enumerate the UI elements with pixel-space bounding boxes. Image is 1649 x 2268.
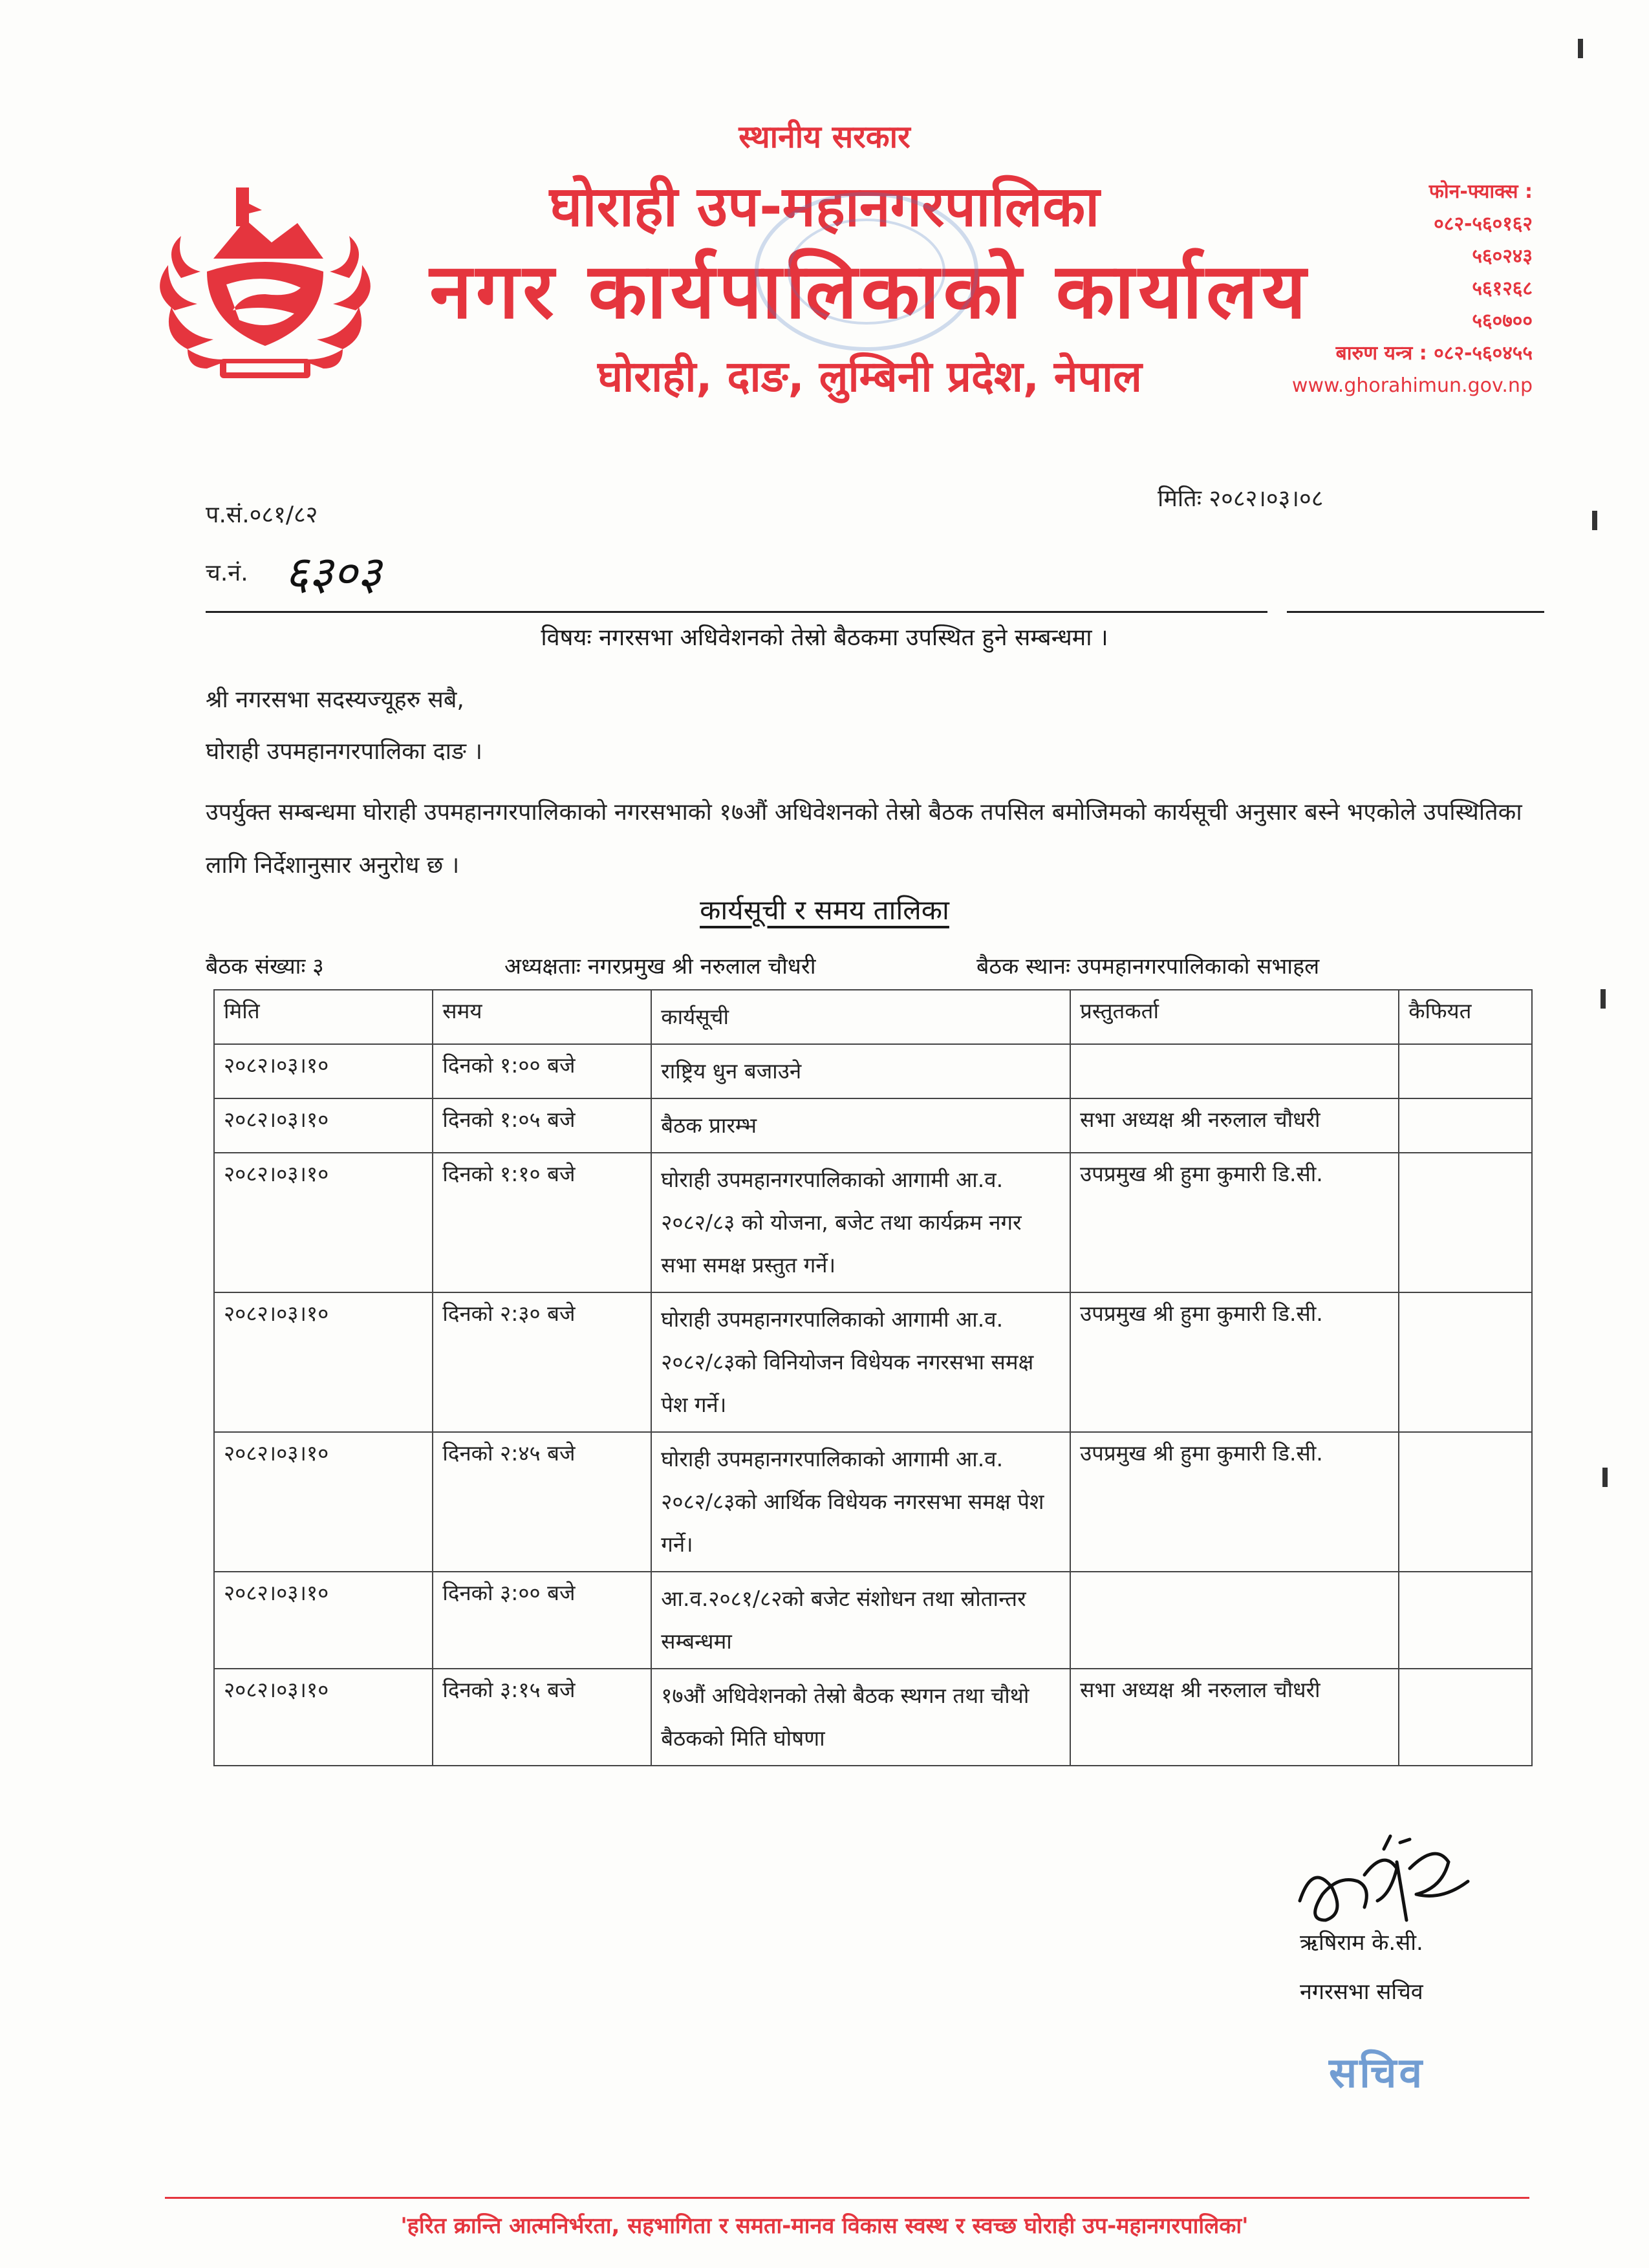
addressee-line-1: श्री नगरसभा सदस्यज्यूहरु सबै,	[206, 687, 464, 713]
cell-time: दिनको १:०० बजे	[433, 1044, 651, 1098]
table-row	[214, 1572, 1532, 1669]
column-header-remarks: कैफियत	[1399, 990, 1532, 1044]
secretary-stamp: सचिव	[1329, 2049, 1425, 2097]
dispatch-label: च.नं.	[206, 560, 248, 586]
municipality-name: घोराही उप-महानगरपालिका	[549, 175, 1100, 239]
column-header-time: समय	[433, 990, 651, 1044]
phone-number-3: ५६१२६८	[1472, 277, 1533, 300]
website-link[interactable]: www.ghorahimun.gov.np	[1291, 374, 1533, 397]
cell-presenter: उपप्रमुख श्री हुमा कुमारी डि.सी.	[1070, 1153, 1399, 1292]
cell-presenter	[1070, 1044, 1399, 1098]
cell-agenda-item: राष्ट्रिय धुन बजाउने	[651, 1044, 1070, 1098]
cell-date: २०८२।०३।१०	[214, 1098, 433, 1153]
header-divider	[206, 611, 1544, 613]
phone-number-4: ५६०७००	[1472, 310, 1533, 332]
cell-agenda-item: घोराही उपमहानगरपालिकाको आगामी आ.व. २०८२/८३ को योजना, बजेट तथा कार्यक्रम नगर सभा समक्ष प्रस्तुत गर्ने।	[651, 1153, 1070, 1292]
cell-remarks	[1399, 1098, 1532, 1153]
addressee-line-2: घोराही उपमहानगरपालिका दाङ ।	[206, 738, 483, 765]
column-header-agenda: कार्यसूची	[651, 990, 1070, 1044]
column-header-presenter: प्रस्तुतकर्ता	[1070, 990, 1399, 1044]
scan-speck	[1602, 1468, 1608, 1487]
letter-date: मितिः २०८२।०३।०८	[1158, 486, 1324, 512]
table-row	[214, 1669, 1532, 1766]
meeting-chair: अध्यक्षताः नगरप्रमुख श्री नरुलाल चौधरी	[504, 954, 816, 979]
contact-block	[1292, 176, 1533, 402]
scan-speck	[1592, 511, 1597, 530]
cell-remarks	[1399, 1292, 1532, 1432]
agenda-table	[213, 989, 1533, 1766]
dispatch-number-handwritten: ६३०३	[285, 546, 382, 600]
signatory-name: ऋषिराम के.सी.	[1300, 1930, 1423, 1956]
cell-agenda-item: बैठक प्रारम्भ	[651, 1098, 1070, 1153]
signatory-title: नगरसभा सचिव	[1300, 1979, 1423, 2005]
cell-presenter	[1070, 1572, 1399, 1669]
phone-number-2: ५६०२४३	[1472, 245, 1533, 268]
cell-remarks	[1399, 1669, 1532, 1766]
cell-presenter: उपप्रमुख श्री हुमा कुमारी डि.सी.	[1070, 1292, 1399, 1432]
agenda-title: कार्यसूची र समय तालिका	[700, 894, 949, 926]
footer-divider	[165, 2197, 1529, 2199]
faint-stamp-mark	[750, 187, 983, 356]
cell-agenda-item: घोराही उपमहानगरपालिकाको आगामी आ.व. २०८२/८३को विनियोजन विधेयक नगरसभा समक्ष पेश गर्ने।	[651, 1292, 1070, 1432]
cell-remarks	[1399, 1572, 1532, 1669]
meeting-venue: बैठक स्थानः उपमहानगरपालिकाको सभाहल	[976, 954, 1320, 979]
cell-time: दिनको १:१० बजे	[433, 1153, 651, 1292]
footer-slogan: 'हरित क्रान्ति आत्मनिर्भरता, सहभागिता र समता-मानव विकास स्वस्थ र स्वच्छ घोराही उप-महानगरपालिका'	[400, 2213, 1249, 2239]
table-row	[214, 1098, 1532, 1153]
cell-date: २०८२।०३।१०	[214, 1044, 433, 1098]
table-row	[214, 1432, 1532, 1572]
cell-date: २०८२।०३।१०	[214, 1572, 433, 1669]
cell-time: दिनको २:३० बजे	[433, 1292, 651, 1432]
cell-date: २०८२।०३।१०	[214, 1292, 433, 1432]
cell-presenter: उपप्रमुख श्री हुमा कुमारी डि.सी.	[1070, 1432, 1399, 1572]
cell-agenda-item: १७औं अधिवेशनको तेस्रो बैठक स्थगन तथा चौथो बैठकको मिति घोषणा	[651, 1669, 1070, 1766]
cell-time: दिनको १:०५ बजे	[433, 1098, 651, 1153]
cell-remarks	[1399, 1153, 1532, 1292]
cell-presenter: सभा अध्यक्ष श्री नरुलाल चौधरी	[1070, 1669, 1399, 1766]
cell-remarks	[1399, 1044, 1532, 1098]
cell-date: २०८२।०३।१०	[214, 1153, 433, 1292]
table-header-row	[214, 990, 1532, 1044]
reference-number: प.सं.०८१/८२	[206, 502, 318, 528]
cell-remarks	[1399, 1432, 1532, 1572]
table-row	[214, 1044, 1532, 1098]
office-address: घोराही, दाङ, लुम्बिनी प्रदेश, नेपाल	[598, 352, 1142, 401]
cell-agenda-item: घोराही उपमहानगरपालिकाको आगामी आ.व. २०८२/८३को आर्थिक विधेयक नगरसभा समक्ष पेश गर्ने।	[651, 1432, 1070, 1572]
cell-date: २०८२।०३।१०	[214, 1432, 433, 1572]
cell-time: दिनको ३:०० बजे	[433, 1572, 651, 1669]
scan-speck	[1578, 39, 1583, 58]
phone-fax-label: फोन-फ्याक्स :	[1428, 180, 1533, 203]
cell-time: दिनको २:४५ बजे	[433, 1432, 651, 1572]
fire-brigade-number: बारुण यन्त्र : ०८२-५६०४५५	[1335, 342, 1533, 365]
cell-time: दिनको ३:१५ बजे	[433, 1669, 651, 1766]
local-government-label: स्थानीय सरकार	[738, 119, 911, 155]
cell-agenda-item: आ.व.२०८१/८२को बजेट संशोधन तथा स्रोतान्तर सम्बन्धमा	[651, 1572, 1070, 1669]
table-row	[214, 1292, 1532, 1432]
letter-body: उपर्युक्त सम्बन्धमा घोराही उपमहानगरपालिकाको नगरसभाको १७औं अधिवेशनको तेस्रो बैठक तपसिल बमोजिमको कार्यसूची अनुसार बस्ने भएकोले उपस्थितिका लागि निर्देशानुसार अनुरोध छ ।	[206, 799, 1522, 879]
cell-date: २०८२।०३।१०	[214, 1669, 433, 1766]
letter-subject: विषयः नगरसभा अधिवेशनको तेस्रो बैठकमा उपस्थित हुने सम्बन्धमा ।	[541, 625, 1108, 651]
scan-speck	[1600, 989, 1606, 1009]
table-row	[214, 1153, 1532, 1292]
divider-gap	[1267, 606, 1287, 617]
cell-presenter: सभा अध्यक्ष श्री नरुलाल चौधरी	[1070, 1098, 1399, 1153]
phone-number-1: ०८२-५६०१६२	[1434, 213, 1533, 235]
meeting-number: बैठक संख्याः ३	[206, 954, 324, 979]
office-name: नगर कार्यपालिकाको कार्यालय	[429, 246, 1310, 336]
column-header-date: मिति	[214, 990, 433, 1044]
